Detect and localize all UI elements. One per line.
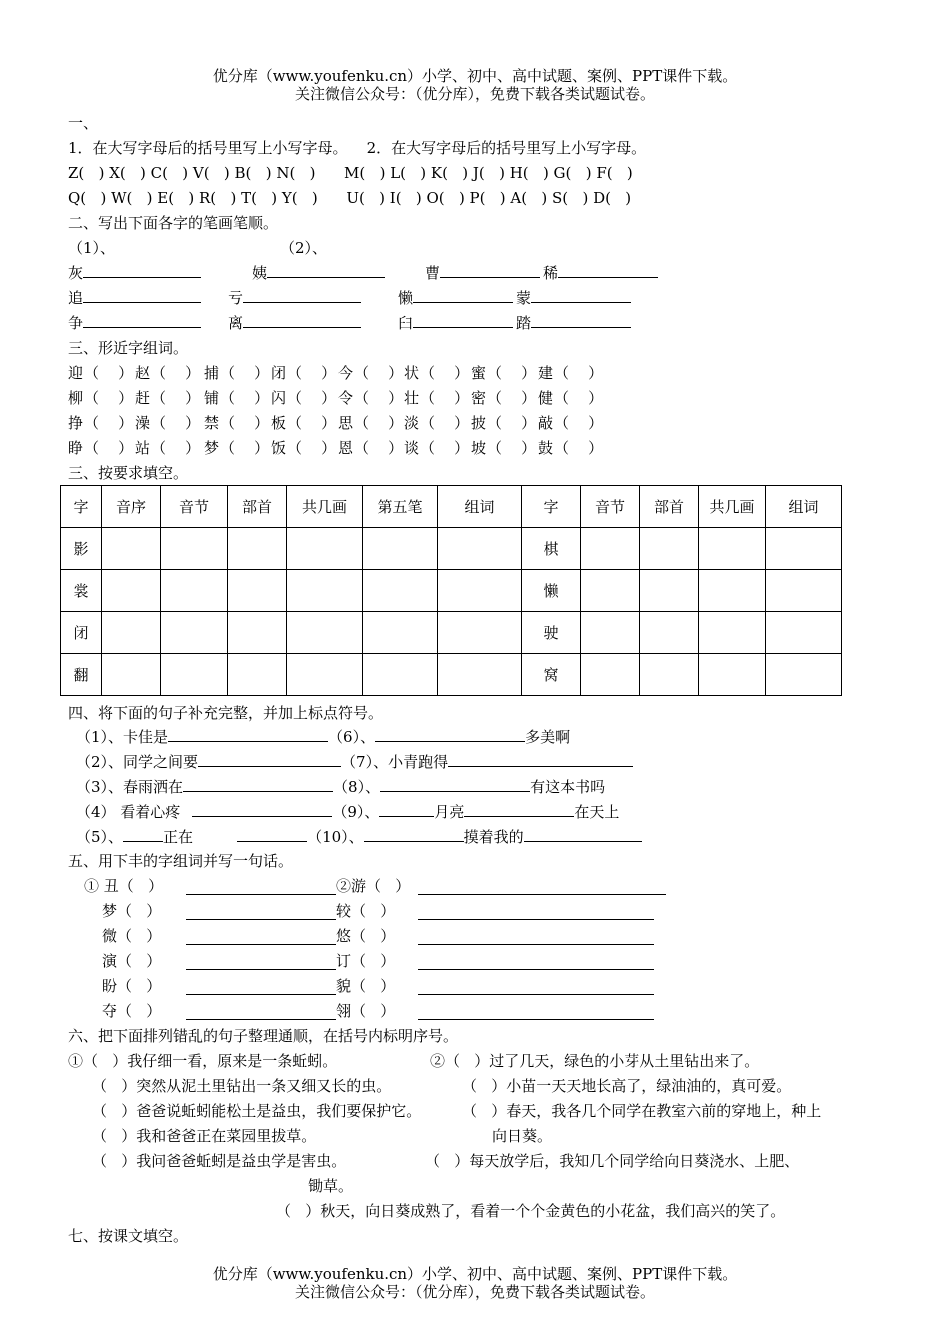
- table-cell[interactable]: [287, 654, 363, 696]
- answer-paren[interactable]: （ ）: [287, 414, 337, 432]
- answer-paren[interactable]: （ ）: [354, 364, 404, 382]
- similar-char-item: 思: [338, 414, 354, 432]
- section-1-title: 一、: [68, 114, 99, 132]
- answer-paren[interactable]: （ ）: [354, 414, 404, 432]
- answer-paren[interactable]: （ ）: [487, 439, 537, 457]
- similar-char-item: 柳: [68, 389, 84, 407]
- stroke-item: [228, 287, 361, 309]
- similar-char-item: 闭: [271, 364, 287, 382]
- section-7-title: 七、按课文填空。: [68, 1227, 189, 1245]
- similar-char-item: 建: [538, 364, 554, 382]
- stroke-char: 稀: [543, 264, 559, 282]
- answer-paren[interactable]: （ ）: [420, 414, 470, 432]
- similar-char-item: 挣: [68, 414, 84, 432]
- table-char: 裳: [61, 570, 102, 612]
- word-right: 订（ ）: [336, 952, 396, 970]
- table-header: 共几画: [699, 486, 766, 528]
- table-cell[interactable]: [766, 612, 842, 654]
- order-item-right: （ ）小苗一天天地长高了，绿油油的，真可爱。: [462, 1077, 792, 1095]
- similar-char-item: 澡: [135, 414, 151, 432]
- word-left: 演（ ）: [102, 952, 162, 970]
- order-item-right: ②（ ）过了几天，绿色的小芽从土里钻出来了。: [430, 1052, 760, 1070]
- stroke-item: [68, 262, 201, 284]
- table-row: [61, 654, 842, 696]
- stroke-item: [516, 287, 631, 309]
- letters-row-1: Z( ) X( ) C( ) V( ) B( ) N( ) M( ) L( ) K( ) J( ) H( ) G( ) F( ): [68, 164, 633, 182]
- word-left: 夺（ ）: [102, 1002, 162, 1020]
- similar-char-item: 站: [135, 439, 151, 457]
- answer-line[interactable]: [418, 929, 654, 945]
- sentence-text: 在天上: [574, 803, 620, 821]
- footer-line-1: 优分库（www.youfenku.cn）小学、初中、高中试题、案例、PPT课件下载。: [212, 1265, 738, 1283]
- sentence-2: [76, 751, 633, 773]
- table-cell[interactable]: [640, 528, 699, 570]
- table-header: 共几画: [287, 486, 363, 528]
- sentence-text: （4） 看着心疼: [76, 803, 181, 821]
- section-2-sub-2: （2）、: [280, 239, 328, 257]
- table-header: 音节: [161, 486, 228, 528]
- sentence-3: [76, 776, 605, 798]
- answer-paren[interactable]: （ ）: [554, 414, 604, 432]
- table-cell[interactable]: [699, 528, 766, 570]
- similar-char-item: 今: [338, 364, 354, 382]
- table-cell[interactable]: [699, 570, 766, 612]
- stroke-item: [68, 312, 201, 334]
- similar-char-item: 淡: [404, 414, 420, 432]
- similar-char-item: 令: [338, 389, 354, 407]
- answer-paren[interactable]: （ ）: [554, 389, 604, 407]
- word-left: 梦（ ）: [102, 902, 162, 920]
- word-right: 较（ ）: [336, 902, 396, 920]
- stroke-item: [228, 312, 361, 334]
- answer-paren[interactable]: （ ）: [287, 389, 337, 407]
- answer-line[interactable]: [186, 954, 336, 970]
- header-line-1: 优分库（www.youfenku.cn）小学、初中、高中试题、案例、PPT课件下载。: [212, 67, 738, 85]
- table-row: [61, 612, 842, 654]
- order-item-left: （ ）我问爸爸蚯蚓是益虫学是害虫。: [92, 1152, 347, 1170]
- table-cell[interactable]: [581, 654, 640, 696]
- table-cell[interactable]: [102, 612, 161, 654]
- table-cell[interactable]: [228, 570, 287, 612]
- letters-row-2: Q( ) W( ) E( ) R( ) T( ) Y( ) U( ) I( ) O( ) P( ) A( ) S( ) D( ): [68, 189, 632, 207]
- sentence-text: （5）、: [76, 828, 124, 846]
- stroke-char: 臼: [398, 314, 414, 332]
- table-cell[interactable]: [438, 654, 522, 696]
- similar-char-item: 壮: [404, 389, 420, 407]
- table-cell[interactable]: [581, 570, 640, 612]
- section-6-title: 六、把下面排列错乱的句子整理通顺，在括号内标明序号。: [68, 1027, 459, 1045]
- table-header: 组词: [766, 486, 842, 528]
- section-2-title: 二、写出下面各字的笔画笔顺。: [68, 214, 279, 232]
- word-right: ②游（ ）: [336, 877, 411, 895]
- sentence-text: （1）、卡佳是: [76, 728, 169, 746]
- order-item-right: （ ）每天放学后，我知几个同学给向日葵浇水、上肥、: [425, 1152, 800, 1170]
- table-cell[interactable]: [161, 612, 228, 654]
- answer-paren[interactable]: （ ）: [151, 364, 201, 382]
- answer-paren[interactable]: （ ）: [84, 439, 134, 457]
- similar-char-item: 捕: [204, 364, 220, 382]
- table-cell[interactable]: [438, 570, 522, 612]
- similar-char-item: 铺: [204, 389, 220, 407]
- similar-char-item: 谈: [404, 439, 420, 457]
- stroke-char: 争: [68, 314, 84, 332]
- answer-paren[interactable]: （ ）: [220, 389, 270, 407]
- sentence-text: 有这本书吗: [530, 778, 606, 796]
- sentence-num: （9）、: [332, 803, 380, 821]
- sentence-text: 多美啊: [525, 728, 571, 746]
- table-cell[interactable]: [287, 528, 363, 570]
- similar-char-item: 赶: [135, 389, 151, 407]
- answer-paren[interactable]: （ ）: [220, 414, 270, 432]
- word-left: ① 丑（ ）: [84, 877, 164, 895]
- table-char: 棋: [522, 528, 581, 570]
- sentence-5: [76, 826, 642, 848]
- table-char: 懒: [522, 570, 581, 612]
- table-cell[interactable]: [766, 654, 842, 696]
- similar-char-item: 迎: [68, 364, 84, 382]
- stroke-char: 亏: [228, 289, 244, 307]
- word-left: 微（ ）: [102, 927, 162, 945]
- similar-char-item: 状: [404, 364, 420, 382]
- table-cell[interactable]: [766, 570, 842, 612]
- stroke-item: [543, 262, 658, 284]
- table-header: 部首: [228, 486, 287, 528]
- answer-paren[interactable]: （ ）: [287, 439, 337, 457]
- sentence-num: （8）、: [333, 778, 381, 796]
- table-header-row: [61, 486, 842, 528]
- answer-line[interactable]: [418, 979, 654, 995]
- similar-char-item: 板: [271, 414, 287, 432]
- sentence-num: （7）、小青跑得: [341, 753, 449, 771]
- table-cell[interactable]: [766, 528, 842, 570]
- similar-char-item: 蜜: [471, 364, 487, 382]
- answer-line[interactable]: [186, 904, 336, 920]
- footer-line-2: 关注微信公众号：（优分库），免费下载各类试题试卷。: [294, 1283, 655, 1301]
- similar-char-item: 睁: [68, 439, 84, 457]
- table-char: 翻: [61, 654, 102, 696]
- section-2-sub-1: （1）、: [68, 239, 116, 257]
- answer-paren[interactable]: （ ）: [220, 364, 270, 382]
- sentence-num: （6）、: [328, 728, 376, 746]
- table-char: 驶: [522, 612, 581, 654]
- table-cell[interactable]: [640, 654, 699, 696]
- stroke-char: 蒙: [516, 289, 532, 307]
- stroke-char: 姨: [252, 264, 268, 282]
- table-cell[interactable]: [363, 570, 438, 612]
- similar-char-item: 赵: [135, 364, 151, 382]
- answer-paren[interactable]: （ ）: [487, 414, 537, 432]
- stroke-char: 追: [68, 289, 84, 307]
- similar-char-item: 禁: [204, 414, 220, 432]
- table-header: 字: [522, 486, 581, 528]
- similar-char-item: 饭: [271, 439, 287, 457]
- answer-line[interactable]: [418, 954, 654, 970]
- answer-line[interactable]: [186, 879, 336, 895]
- section-4-title: 四、将下面的句子补充完整，并加上标点符号。: [68, 704, 384, 722]
- table-cell[interactable]: [161, 528, 228, 570]
- stroke-item: [516, 312, 631, 334]
- order-item-right: 锄草。: [308, 1177, 354, 1195]
- answer-paren[interactable]: （ ）: [487, 364, 537, 382]
- order-item-right: （ ）春天，我各几个同学在教室六前的穿地上，种上: [462, 1102, 822, 1120]
- answer-paren[interactable]: （ ）: [84, 389, 134, 407]
- table-cell[interactable]: [699, 654, 766, 696]
- similar-char-item: 密: [471, 389, 487, 407]
- answer-paren[interactable]: （ ）: [554, 439, 604, 457]
- stroke-char: 离: [228, 314, 244, 332]
- answer-paren[interactable]: （ ）: [487, 389, 537, 407]
- order-item-left: ①（ ）我仔细一看，原来是一条蚯蚓。: [68, 1052, 338, 1070]
- similar-char-item: 披: [471, 414, 487, 432]
- word-left: 盼（ ）: [102, 977, 162, 995]
- table-cell[interactable]: [363, 612, 438, 654]
- table-cell[interactable]: [438, 528, 522, 570]
- answer-paren[interactable]: （ ）: [554, 364, 604, 382]
- similar-char-item: 坡: [471, 439, 487, 457]
- order-item-left: （ ）爸爸说蚯蚓能松土是益虫，我们要保护它。: [92, 1102, 422, 1120]
- table-header: 部首: [640, 486, 699, 528]
- answer-paren[interactable]: （ ）: [420, 364, 470, 382]
- table-cell[interactable]: [699, 612, 766, 654]
- sentence-text: 月亮: [434, 803, 465, 821]
- table-cell[interactable]: [228, 654, 287, 696]
- table-cell[interactable]: [640, 570, 699, 612]
- stroke-char: 踏: [516, 314, 532, 332]
- section-1-instructions: 1．在大写字母后的括号里写上小写字母。 2．在大写字母后的括号里写上小写字母。: [68, 139, 647, 157]
- answer-line[interactable]: [186, 1004, 336, 1020]
- answer-paren[interactable]: （ ）: [420, 389, 470, 407]
- table-header: 字: [61, 486, 102, 528]
- answer-paren[interactable]: （ ）: [354, 439, 404, 457]
- char-info-table: [60, 485, 842, 696]
- word-right: 翎（ ）: [336, 1002, 396, 1020]
- sentence-text: （2）、同学之间要: [76, 753, 199, 771]
- stroke-item: [425, 262, 540, 284]
- table-cell[interactable]: [102, 528, 161, 570]
- answer-line[interactable]: [418, 879, 666, 895]
- table-cell[interactable]: [363, 528, 438, 570]
- similar-char-item: 闪: [271, 389, 287, 407]
- word-right: 貌（ ）: [336, 977, 396, 995]
- table-cell[interactable]: [640, 612, 699, 654]
- table-cell[interactable]: [581, 612, 640, 654]
- stroke-char: 懒: [398, 289, 414, 307]
- similar-char-item: 恩: [338, 439, 354, 457]
- section-5-title: 五、用下丰的字组词并写一句话。: [68, 852, 294, 870]
- table-cell[interactable]: [102, 654, 161, 696]
- table-cell[interactable]: [287, 570, 363, 612]
- answer-line[interactable]: [418, 904, 654, 920]
- table-cell[interactable]: [161, 570, 228, 612]
- table-cell[interactable]: [161, 654, 228, 696]
- sentence-1: [76, 726, 570, 748]
- table-row: [61, 570, 842, 612]
- table-char: 窝: [522, 654, 581, 696]
- table-cell[interactable]: [438, 612, 522, 654]
- similar-char-item: 梦: [204, 439, 220, 457]
- stroke-item: [68, 287, 201, 309]
- answer-paren[interactable]: （ ）: [420, 439, 470, 457]
- table-cell[interactable]: [581, 528, 640, 570]
- stroke-char: 曹: [425, 264, 441, 282]
- answer-line[interactable]: [186, 929, 336, 945]
- similar-char-item: 鼓: [538, 439, 554, 457]
- sentence-text: 正在: [163, 828, 194, 846]
- table-row: [61, 528, 842, 570]
- stroke-char: 灰: [68, 264, 84, 282]
- answer-paren[interactable]: （ ）: [84, 364, 134, 382]
- answer-paren[interactable]: （ ）: [151, 389, 201, 407]
- order-item-left: （ ）突然从泥土里钻出一条又细又长的虫。: [92, 1077, 392, 1095]
- sentence-num: （10）、: [307, 828, 364, 846]
- stroke-item: [252, 262, 385, 284]
- answer-paren[interactable]: （ ）: [354, 389, 404, 407]
- table-char: 闭: [61, 612, 102, 654]
- order-item-left: （ ）我和爸爸正在菜园里拔草。: [92, 1127, 317, 1145]
- word-right: 悠（ ）: [336, 927, 396, 945]
- order-item-right: （ ）秋天，向日葵成熟了，看着一个个金黄色的小花盆，我们高兴的笑了。: [276, 1202, 786, 1220]
- sentence-4: [76, 801, 619, 823]
- answer-paren[interactable]: （ ）: [84, 414, 134, 432]
- order-item-right: 向日葵。: [492, 1127, 553, 1145]
- table-cell[interactable]: [102, 570, 161, 612]
- table-char: 影: [61, 528, 102, 570]
- stroke-item: [398, 312, 513, 334]
- section-3-title: 三、形近字组词。: [68, 339, 189, 357]
- sentence-text: （3）、春雨洒在: [76, 778, 184, 796]
- table-header: 第五笔: [363, 486, 438, 528]
- answer-paren[interactable]: （ ）: [151, 414, 201, 432]
- answer-paren[interactable]: （ ）: [151, 439, 201, 457]
- answer-paren[interactable]: （ ）: [220, 439, 270, 457]
- table-header: 组词: [438, 486, 522, 528]
- table-header: 音节: [581, 486, 640, 528]
- answer-paren[interactable]: （ ）: [287, 364, 337, 382]
- stroke-item: [398, 287, 513, 309]
- answer-line[interactable]: [186, 979, 336, 995]
- sentence-text: 摸着我的: [463, 828, 524, 846]
- answer-line[interactable]: [418, 1004, 654, 1020]
- header-line-2: 关注微信公众号：（优分库），免费下载各类试题试卷。: [294, 85, 655, 103]
- table-cell[interactable]: [228, 612, 287, 654]
- table-cell[interactable]: [363, 654, 438, 696]
- table-cell[interactable]: [287, 612, 363, 654]
- similar-char-item: 健: [538, 389, 554, 407]
- table-cell[interactable]: [228, 528, 287, 570]
- table-header: 音序: [102, 486, 161, 528]
- similar-char-item: 敲: [538, 414, 554, 432]
- section-3b-title: 三、按要求填空。: [68, 464, 189, 482]
